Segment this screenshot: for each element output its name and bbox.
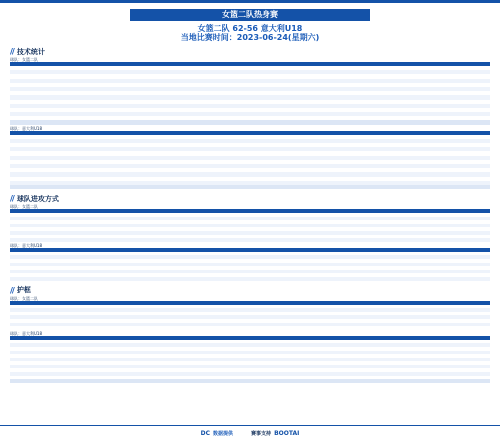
top-accent-bar — [0, 0, 500, 3]
team-label-away: 球队：意大利U18 — [10, 330, 43, 336]
section-title: 技术统计 — [16, 47, 45, 56]
footer — [0, 425, 500, 440]
table-total-row — [10, 185, 490, 189]
section-technical-stats — [10, 47, 490, 56]
home-stats-table — [10, 62, 490, 125]
team-label-home: 球队：女篮二队 — [10, 295, 38, 301]
section-title: 护框 — [16, 286, 31, 295]
away-rim-table — [10, 336, 490, 383]
away-offense-table — [10, 248, 490, 281]
section-slash-icon: // — [10, 285, 14, 295]
footer-data-provider — [201, 430, 233, 437]
team-label-home: 球队：女篮二队 — [10, 57, 38, 62]
team-label-away: 球队：意大利U18 — [10, 242, 43, 248]
footer-event-support — [251, 430, 299, 437]
home-offense-table — [10, 209, 490, 242]
page-title: 女篮二队热身赛 — [130, 9, 370, 21]
section-team-offense — [10, 194, 490, 203]
date-line: 当地比赛时间：2023-06-24(星期六) — [180, 33, 320, 42]
table-row — [10, 326, 490, 330]
table-row — [10, 238, 490, 242]
team-label-away: 球队：意大利U18 — [10, 125, 43, 131]
home-rim-table — [10, 301, 490, 330]
team-label-home: 球队：女篮二队 — [10, 204, 38, 210]
data-provider-logo: DC — [200, 429, 211, 437]
event-support-label: 赛事支持 — [251, 430, 272, 437]
table-total-row — [10, 120, 490, 124]
away-stats-table — [10, 131, 490, 189]
section-slash-icon: // — [10, 194, 14, 204]
section-rim-protection — [10, 286, 490, 295]
sponsor-brand: BOOTAI — [274, 429, 300, 437]
section-title: 球队进攻方式 — [16, 194, 59, 203]
section-slash-icon: // — [10, 47, 14, 56]
table-total-row — [10, 379, 490, 383]
score-line: 女篮二队 62-56 意大利U18 — [197, 24, 303, 33]
data-provider-label: 数据提供 — [213, 430, 234, 437]
table-row — [10, 277, 490, 281]
